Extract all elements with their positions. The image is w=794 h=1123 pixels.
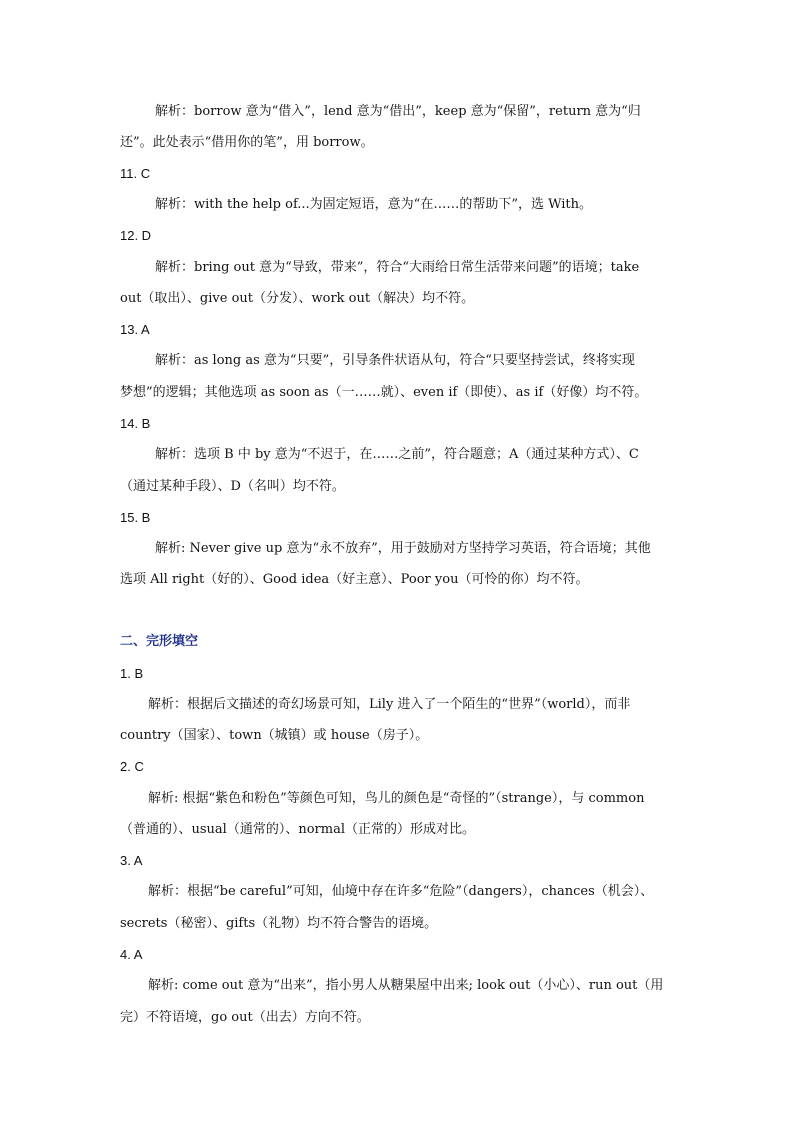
explanation-15-line-1: 解析: Never give up 意为“永不放弃”，用于鼓励对方坚持学习英语，符合语境；其他 — [155, 541, 651, 556]
explanation-10-line-2: 还”。此处表示“借用你的笔”，用 borrow。 — [120, 135, 374, 150]
explanation-11: 解析：with the help of...为固定短语，意为“在……的帮助下”，选 With。 — [155, 197, 592, 212]
explanation-cloze-3-line-1: 解析：根据“be careful”可知，仙境中存在许多“危险”（dangers），chances（机会）、 — [148, 884, 654, 899]
answer-13: 13. A — [120, 322, 150, 337]
answer-12: 12. D — [120, 228, 152, 243]
answer-cloze-1: 1. B — [120, 666, 144, 681]
section-title-cloze: 二、完形填空 — [120, 634, 199, 649]
answer-cloze-2: 2. C — [120, 759, 144, 774]
explanation-cloze-1-line-1: 解析：根据后文描述的奇幻场景可知，Lily 进入了一个陌生的“世界”（world），而非 — [148, 697, 631, 712]
answer-15: 15. B — [120, 510, 151, 525]
explanation-10-line-1: 解析：borrow 意为“借入”，lend 意为“借出”，keep 意为“保留”，return 意为“归 — [155, 104, 641, 119]
explanation-cloze-1-line-2: country（国家）、town（城镇）或 house（房子）。 — [120, 728, 429, 743]
answer-cloze-3: 3. A — [120, 853, 143, 868]
explanation-13-line-1: 解析：as long as 意为“只要”，引导条件状语从句，符合“只要坚持尝试，终将实现 — [155, 353, 635, 368]
explanation-cloze-2-line-2: （普通的）、usual（通常的）、normal（正常的）形成对比。 — [120, 822, 475, 837]
explanation-cloze-4-line-1: 解析: come out 意为“出来”，指小男人从糖果屋中出来; look out（小心）、run out（用 — [148, 978, 664, 993]
answer-11: 11. C — [120, 166, 151, 181]
explanation-14-line-2: （通过某种手段）、D（名叫）均不符。 — [120, 479, 345, 494]
explanation-cloze-2-line-1: 解析: 根据“紫色和粉色”等颜色可知，鸟儿的颜色是“奇怪的”（strange），与 common — [148, 791, 645, 806]
answer-cloze-4: 4. A — [120, 947, 143, 962]
explanation-13-line-2: 梦想”的逻辑；其他选项 as soon as（一……就）、even if（即使）、as if（好像）均不符。 — [120, 385, 648, 400]
explanation-cloze-4-line-2: 完）不符语境，go out（出去）方向不符。 — [120, 1010, 370, 1025]
explanation-cloze-3-line-2: secrets（秘密）、gifts（礼物）均不符合警告的语境。 — [120, 916, 438, 931]
explanation-15-line-2: 选项 All right（好的）、Good idea（好主意）、Poor you（可怜的你）均不符。 — [120, 572, 589, 587]
explanation-14-line-1: 解析：选项 B 中 by 意为“不迟于，在……之前”，符合题意；A（通过某种方式）、C — [155, 447, 639, 462]
answer-14: 14. B — [120, 416, 151, 431]
explanation-12-line-1: 解析：bring out 意为“导致，带来”，符合“大雨给日常生活带来问题”的语境；take — [155, 260, 640, 275]
explanation-12-line-2: out（取出）、give out（分发）、work out（解决）均不符。 — [120, 291, 475, 306]
